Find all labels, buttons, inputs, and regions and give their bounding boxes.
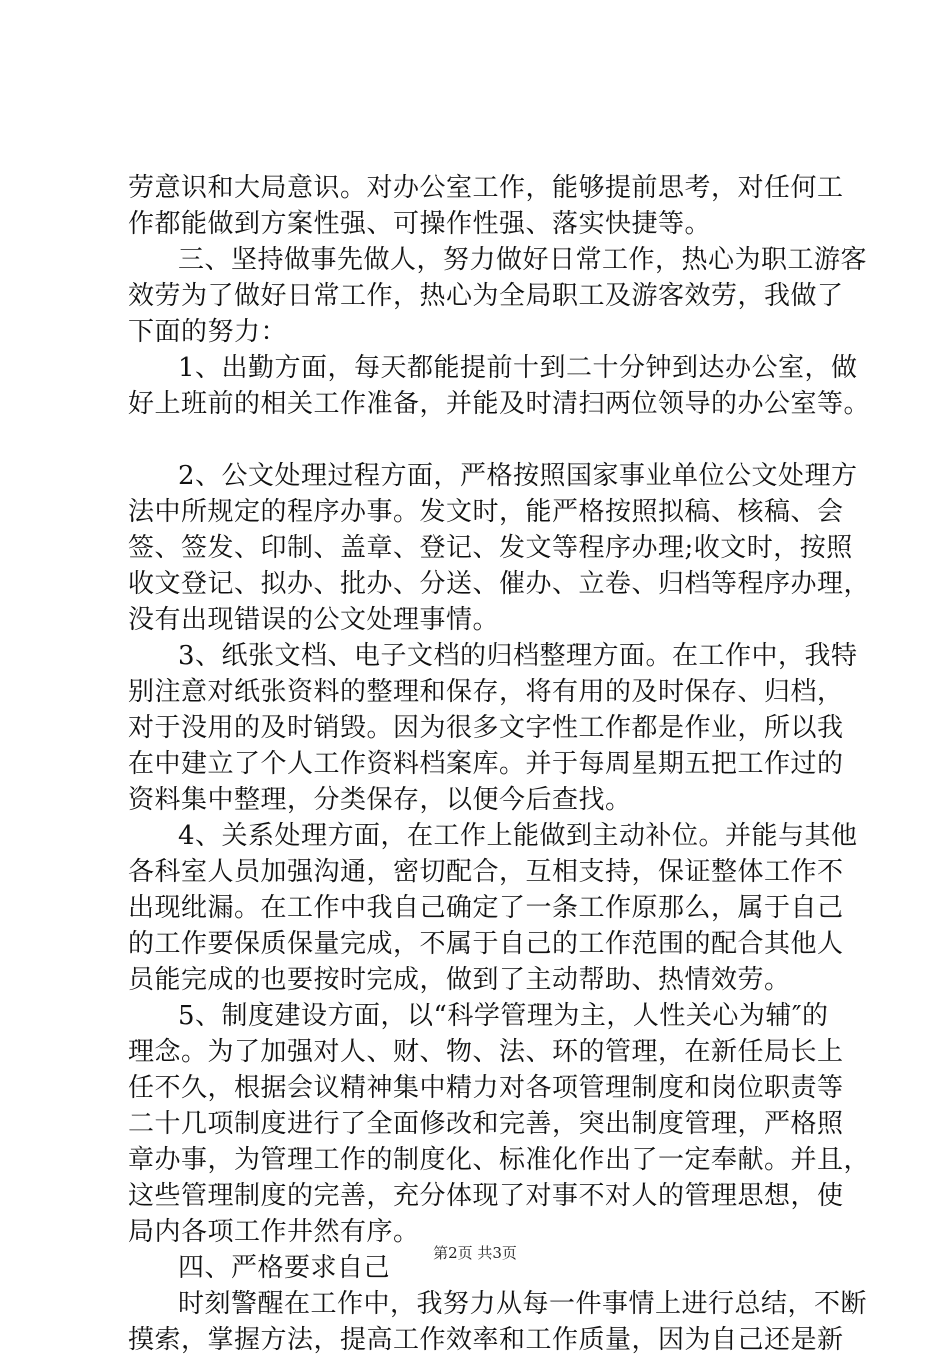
text-line: 理念。为了加强对人、财、物、法、环的管理，在新任局长上 [128,1037,844,1067]
text-line: 对于没用的及时销毁。因为很多文字性工作都是作业，所以我 [128,713,844,743]
item-5-line: 5、制度建设方面，以“科学管理为主，人性关心为辅″的 [178,1001,829,1031]
text-line: 签、签发、印制、盖章、登记、发文等程序办理;收文时，按照 [128,533,853,563]
text-line: 效劳为了做好日常工作，热心为全局职工及游客效劳，我做了 [128,281,844,311]
section-heading-3: 三、坚持做事先做人，努力做好日常工作，热心为职工游客 [178,245,868,275]
page-number-footer: 第2页 共3页 [433,1244,517,1262]
text-line: 收文登记、拟办、批办、分送、催办、立卷、归档等程序办理， [128,569,871,599]
item-3-line: 3、纸张文档、电子文档的归档整理方面。在工作中，我特 [178,641,858,671]
item-2-line: 2、公文处理过程方面，严格按照国家事业单位公文处理方 [178,461,858,491]
text-line: 任不久，根据会议精神集中精力对各项管理制度和岗位职责等 [128,1073,844,1103]
text-line: 好上班前的相关工作准备，并能及时清扫两位领导的办公室等。 [128,389,871,419]
text-line: 员能完成的也要按时完成，做到了主动帮助、热情效劳。 [128,965,791,995]
text-line: 二十几项制度进行了全面修改和完善，突出制度管理，严格照 [128,1109,844,1139]
text-line: 各科室人员加强沟通，密切配合，互相支持，保证整体工作不 [128,857,844,887]
text-line: 作都能做到方案性强、可操作性强、落实快捷等。 [128,209,712,239]
text-line: 在中建立了个人工作资料档案库。并于每周星期五把工作过的 [128,749,844,779]
text-line: 劳意识和大局意识。对办公室工作，能够提前思考，对任何工 [128,173,844,203]
text-line: 局内各项工作井然有序。 [128,1217,420,1247]
item-1-line: 1、出勤方面，每天都能提前十到二十分钟到达办公室，做 [178,353,858,383]
text-line: 别注意对纸张资料的整理和保存，将有用的及时保存、归档， [128,677,844,707]
text-line: 出现纰漏。在工作中我自己确定了一条工作原那么，属于自己 [128,893,844,923]
text-line: 没有出现错误的公文处理事情。 [128,605,500,635]
text-line: 资料集中整理，分类保存，以便今后查找。 [128,785,632,815]
text-line: 下面的努力： [128,317,288,347]
text-line: 摸索，掌握方法，提高工作效率和工作质量，因为自己还是新 [128,1325,844,1355]
text-line: 时刻警醒在工作中，我努力从每一件事情上进行总结，不断 [178,1289,868,1319]
text-line: 章办事，为管理工作的制度化、标准化作出了一定奉献。并且， [128,1145,871,1175]
section-heading-4: 四、严格要求自己 [178,1253,391,1283]
text-line: 法中所规定的程序办事。发文时，能严格按照拟稿、核稿、会 [128,497,844,527]
item-4-line: 4、关系处理方面，在工作上能做到主动补位。并能与其他 [178,821,858,851]
text-line: 这些管理制度的完善，充分体现了对事不对人的管理思想，使 [128,1181,844,1211]
text-line: 的工作要保质保量完成，不属于自己的工作范围的配合其他人 [128,929,844,959]
